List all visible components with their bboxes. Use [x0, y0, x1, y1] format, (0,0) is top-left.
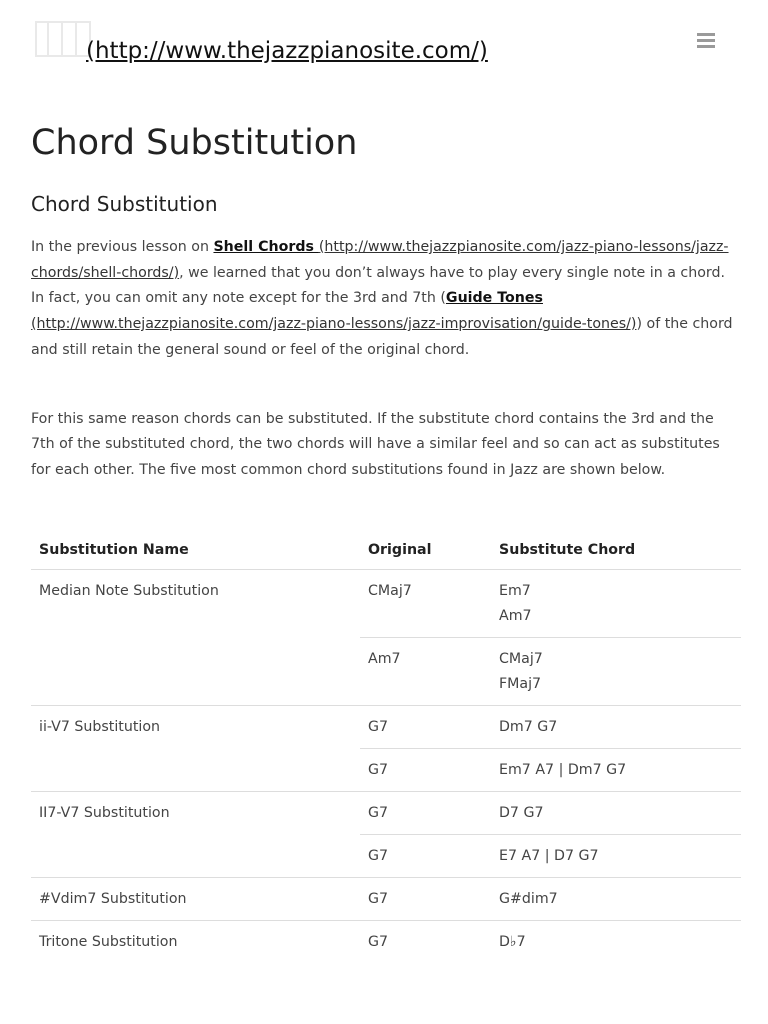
- intro-text-after: ) of the chord and still retain the general sound or feel of the original chord.: [31, 316, 733, 358]
- hamburger-menu-icon[interactable]: [697, 33, 715, 49]
- substitute-chord: FMaj7: [499, 675, 542, 692]
- header-substitution-name: Substitution Name: [31, 530, 360, 570]
- cell-substitute: [491, 569, 741, 637]
- site-home-link[interactable]: (http://www.thejazzpianosite.com/): [86, 38, 488, 64]
- cell-original: G7: [360, 705, 491, 748]
- substitute-chord: Em7: [499, 582, 531, 599]
- substitute-chord: CMaj7: [499, 650, 543, 667]
- cell-substitute: D♭7: [491, 920, 741, 963]
- cell-name: [31, 748, 360, 791]
- site-header: [0, 0, 768, 90]
- intro-paragraph: [31, 235, 737, 364]
- cell-name: [31, 834, 360, 877]
- cell-name: ii-V7 Substitution: [31, 705, 360, 748]
- cell-original: G7: [360, 791, 491, 834]
- table-row: [31, 569, 741, 637]
- cell-name: [31, 637, 360, 705]
- substitution-table: [31, 530, 741, 963]
- guide-tones-url-link[interactable]: (http://www.thejazzpianosite.com/jazz-piano-lessons/jazz-improvisation/guide-tones/): [31, 316, 637, 333]
- page-title: Chord Substitution: [31, 123, 358, 163]
- cell-name: Tritone Substitution: [31, 920, 360, 963]
- table-row: [31, 637, 741, 705]
- table-row: [31, 877, 741, 920]
- cell-substitute: G#dim7: [491, 877, 741, 920]
- header-original: Original: [360, 530, 491, 570]
- substitute-chord: Am7: [499, 607, 532, 624]
- table-row: [31, 834, 741, 877]
- shell-chords-url-link[interactable]: (http://www.thejazzpianosite.com/jazz-piano-lessons/jazz-chords/shell-chords/): [31, 239, 729, 281]
- cell-original: G7: [360, 920, 491, 963]
- cell-substitute: [491, 637, 741, 705]
- jazz-piano-logo-icon[interactable]: [34, 18, 92, 62]
- main-content: [0, 122, 768, 963]
- intro-text-middle: , we learned that you don’t always have to play every single note in a chord. In fact, you can omit any note except for the 3rd and 7th (: [31, 264, 725, 307]
- cell-name: #Vdim7 Substitution: [31, 877, 360, 920]
- cell-original: CMaj7: [368, 582, 412, 599]
- header-substitute-chord: Substitute Chord: [491, 530, 741, 570]
- table-row: [31, 920, 741, 963]
- cell-name: II7-V7 Substitution: [31, 791, 360, 834]
- guide-tones-link[interactable]: Guide Tones: [445, 290, 543, 307]
- cell-original: G7: [360, 877, 491, 920]
- cell-substitute: E7 A7 | D7 G7: [491, 834, 741, 877]
- table-header-row: [31, 530, 741, 570]
- substitution-paragraph: For this same reason chords can be substituted. If the substitute chord contains the 3rd and the 7th of the substituted chord, the two chords will have a similar feel and so can act as substitutes for each other. The five most common chord substitutions found in Jazz are shown below.: [31, 410, 720, 478]
- cell-substitute: Dm7 G7: [491, 705, 741, 748]
- cell-substitute: D7 G7: [491, 791, 741, 834]
- cell-original: G7: [360, 834, 491, 877]
- table-row: [31, 705, 741, 748]
- table-row: [31, 748, 741, 791]
- intro-text-before: In the previous lesson on: [31, 239, 214, 255]
- cell-substitute: Em7 A7 | Dm7 G7: [491, 748, 741, 791]
- cell-original: G7: [360, 748, 491, 791]
- shell-chords-link[interactable]: Shell Chords: [213, 239, 319, 255]
- section-heading: Chord Substitution: [31, 192, 218, 216]
- cell-name: Median Note Substitution: [39, 582, 219, 599]
- cell-original: Am7: [360, 637, 491, 705]
- table-row: [31, 791, 741, 834]
